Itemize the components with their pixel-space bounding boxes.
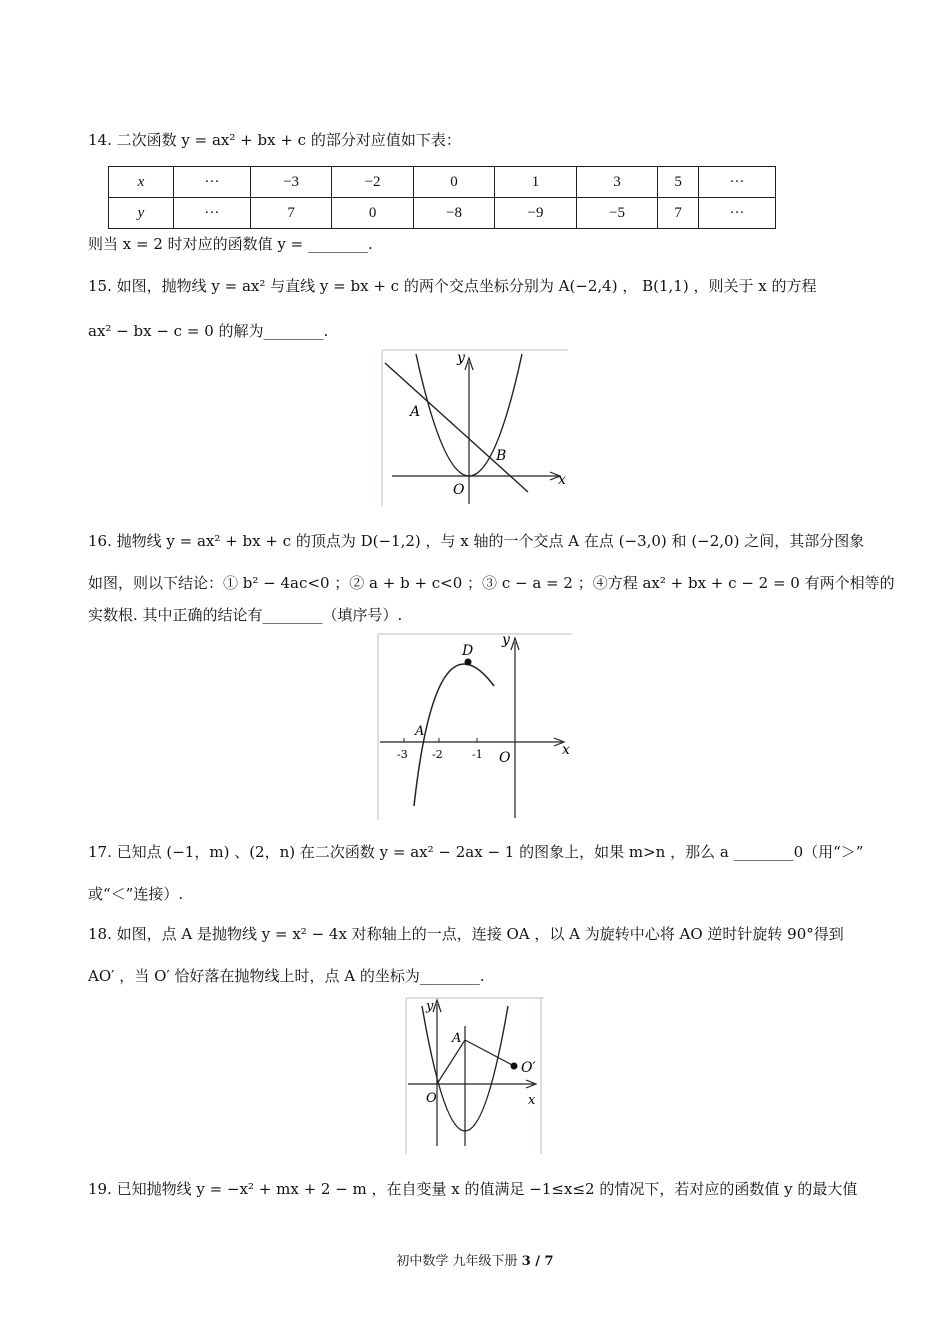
segment-oa: [437, 1040, 465, 1084]
vertex-d-label: D: [462, 643, 474, 659]
q14-answer-line: 则当 x = 2 时对应的函数值 y = ________.: [88, 235, 373, 253]
q14-stem: 14. 二次函数 y = ax² + bx + c 的部分对应值如下表：: [88, 131, 461, 149]
x-axis-label: x: [558, 472, 566, 488]
table-cell: −5: [576, 198, 657, 229]
value-table: [108, 166, 776, 229]
point-a-label: A: [415, 724, 425, 739]
table-cell: 3: [576, 167, 657, 198]
table-cell: ···: [699, 198, 776, 229]
table-cell: ···: [699, 167, 776, 198]
table-cell: y: [109, 198, 174, 229]
q18-figure: [404, 996, 546, 1156]
x-axis-label: x: [528, 1093, 536, 1108]
table-cell: 7: [658, 198, 699, 229]
q17-continuation: 或“＜”连接）.: [88, 885, 184, 903]
origin-label: O: [453, 482, 465, 498]
point-a-label: A: [410, 404, 421, 420]
q16-stem: 16. 抛物线 y = ax² + bx + c 的顶点为 D(−1,2) ，与 x 轴的一个交点 A 在点 (−3,0) 和 (−2,0) 之间，其部分图象: [88, 532, 865, 550]
table-cell: −3: [250, 167, 331, 198]
q15-stem: 15. 如图，抛物线 y = ax² 与直线 y = bx + c 的两个交点坐标分别为 A(−2,4) ， B(1,1) ，则关于 x 的方程: [88, 277, 817, 295]
table-cell: ···: [174, 198, 251, 229]
q16-figure: [376, 632, 574, 822]
point-b-label: B: [496, 448, 507, 464]
table-cell: x: [109, 167, 174, 198]
x-axis-label: x: [562, 742, 570, 758]
q15-answer-line: ax² − bx − c = 0 的解为________.: [88, 322, 329, 340]
y-axis-label: y: [502, 632, 510, 648]
point-o-prime-label: O′: [521, 1060, 536, 1076]
table-cell: ···: [174, 167, 251, 198]
table-cell: 7: [250, 198, 331, 229]
tick-label-neg1: -1: [472, 748, 483, 761]
q19-stem: 19. 已知抛物线 y = −x² + mx + 2 − m ，在自变量 x 的值满足 −1≤x≤2 的情况下，若对应的函数值 y 的最大值: [88, 1180, 858, 1198]
tick-label-neg3: -3: [397, 748, 408, 761]
table-cell: 5: [658, 167, 699, 198]
table-row-y: [109, 198, 776, 229]
page-footer: [0, 1250, 950, 1269]
q16-conclusions: 如图，则以下结论：① b² − 4ac<0 ；② a + b + c<0 ；③ c − a = 2 ；④方程 ax² + bx + c − 2 = 0 有两个相等的: [88, 574, 895, 592]
table-cell: −2: [332, 167, 413, 198]
y-axis-label: y: [457, 350, 465, 366]
table-cell: 1: [495, 167, 576, 198]
table-row-x: [109, 167, 776, 198]
table-cell: 0: [413, 167, 494, 198]
table-cell: −8: [413, 198, 494, 229]
point-o-prime-dot: [511, 1063, 518, 1070]
q17-stem: 17. 已知点 (−1，m) 、(2，n) 在二次函数 y = ax² − 2ax − 1 的图象上，如果 m>n ，那么 a ________0（用“＞”: [88, 843, 864, 861]
footer-subject: 初中数学 九年级下册: [396, 1254, 522, 1269]
vertex-d-dot: [465, 659, 472, 666]
origin-label: O: [426, 1091, 437, 1106]
origin-label: O: [499, 750, 511, 766]
table-cell: 0: [332, 198, 413, 229]
y-axis-label: y: [426, 999, 434, 1014]
q16-answer-line: 实数根. 其中正确的结论有________（填序号）.: [88, 606, 403, 624]
page-number: 3 / 7: [521, 1254, 554, 1269]
q18-answer-line: AO′ ，当 O′ 恰好落在抛物线上时，点 A 的坐标为________.: [88, 967, 485, 985]
tick-label-neg2: -2: [432, 748, 443, 761]
point-a-label: A: [452, 1031, 462, 1046]
q15-figure: [380, 348, 570, 508]
q18-stem: 18. 如图，点 A 是抛物线 y = x² − 4x 对称轴上的一点，连接 OA ，以 A 为旋转中心将 AO 逆时针旋转 90°得到: [88, 925, 844, 943]
segment-ao-prime: [465, 1040, 514, 1066]
table-cell: −9: [495, 198, 576, 229]
line-graph: [385, 363, 528, 492]
parabola: [414, 664, 494, 806]
